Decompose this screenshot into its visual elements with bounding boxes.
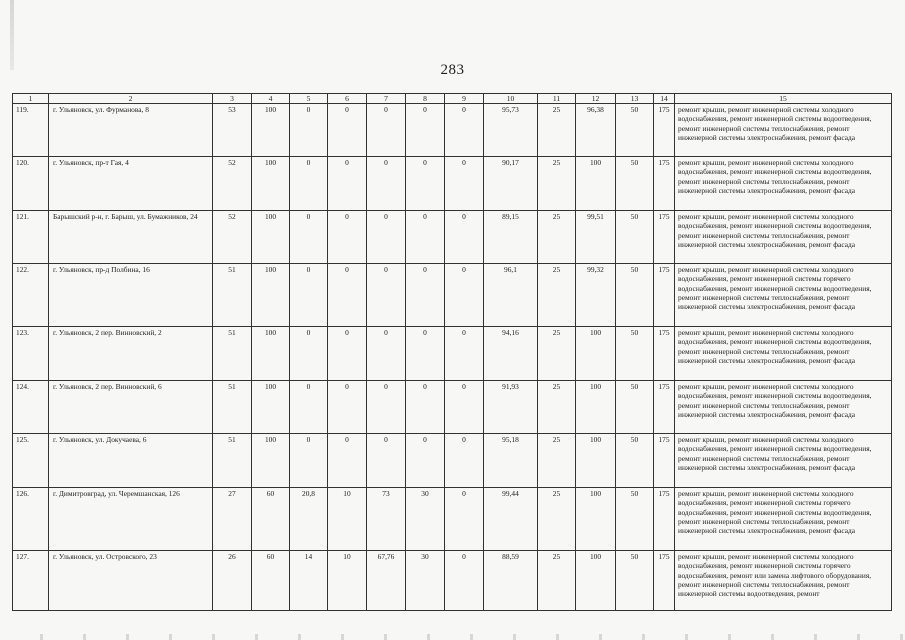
value-cell-c13: 50	[616, 551, 654, 611]
column-header: 7	[367, 94, 406, 104]
value-cell-c3: 52	[213, 211, 252, 264]
page-number: 283	[440, 62, 465, 78]
value-cell-c10: 99,44	[484, 488, 538, 551]
value-cell-c8: 30	[406, 551, 445, 611]
works-cell: ремонт крыши, ремонт инженерной системы холодного водоснабжения, ремонт инженерной системы водоотведения, ремонт инженерной системы теплоснабжения, ремонт инженерной системы электроснабжения, ремонт фасада	[675, 104, 892, 157]
works-cell: ремонт крыши, ремонт инженерной системы холодного водоснабжения, ремонт инженерной системы водоотведения, ремонт инженерной системы теплоснабжения, ремонт инженерной системы электроснабжения, ремонт фасада	[675, 211, 892, 264]
table-row	[13, 211, 892, 264]
value-cell-c6: 0	[328, 327, 367, 381]
value-cell-c5: 0	[290, 327, 328, 381]
value-cell-c6: 0	[328, 211, 367, 264]
value-cell-c8: 30	[406, 488, 445, 551]
value-cell-c5: 0	[290, 264, 328, 327]
column-header: 10	[484, 94, 538, 104]
value-cell-c11: 25	[538, 104, 576, 157]
table-row	[13, 551, 892, 611]
column-header: 3	[213, 94, 252, 104]
column-header: 6	[328, 94, 367, 104]
value-cell-c14: 175	[654, 488, 675, 551]
value-cell-c6: 0	[328, 434, 367, 488]
value-cell-c8: 0	[406, 434, 445, 488]
value-cell-c12: 100	[576, 488, 616, 551]
value-cell-c10: 94,16	[484, 327, 538, 381]
value-cell-c9: 0	[445, 327, 484, 381]
value-cell-c6: 10	[328, 488, 367, 551]
value-cell-c7: 73	[367, 488, 406, 551]
column-header: 8	[406, 94, 445, 104]
value-cell-c10: 88,59	[484, 551, 538, 611]
column-header: 11	[538, 94, 576, 104]
scan-edge-artifact	[10, 0, 14, 70]
value-cell-c4: 100	[252, 264, 290, 327]
value-cell-c12: 100	[576, 551, 616, 611]
table-row	[13, 381, 892, 434]
value-cell-c11: 25	[538, 434, 576, 488]
row-number: 125.	[13, 434, 49, 488]
value-cell-c13: 50	[616, 211, 654, 264]
works-cell: ремонт крыши, ремонт инженерной системы холодного водоснабжения, ремонт инженерной системы горячего водоснабжения, ремонт инженерной системы водоотведения, ремонт инженерной системы теплоснабжения, ремонт инженерной системы электроснабжения, ремонт фасада	[675, 488, 892, 551]
table-row	[13, 157, 892, 211]
value-cell-c3: 52	[213, 157, 252, 211]
value-cell-c3: 51	[213, 434, 252, 488]
value-cell-c3: 51	[213, 327, 252, 381]
value-cell-c8: 0	[406, 381, 445, 434]
address-cell: г. Ульяновск, 2 пер. Винновский, 6	[49, 381, 213, 434]
table-row	[13, 488, 892, 551]
value-cell-c7: 0	[367, 264, 406, 327]
row-number: 119.	[13, 104, 49, 157]
value-cell-c7: 0	[367, 211, 406, 264]
value-cell-c11: 25	[538, 551, 576, 611]
value-cell-c9: 0	[445, 488, 484, 551]
address-cell: г. Ульяновск, ул. Фурманова, 8	[49, 104, 213, 157]
value-cell-c13: 50	[616, 264, 654, 327]
value-cell-c9: 0	[445, 211, 484, 264]
value-cell-c9: 0	[445, 381, 484, 434]
value-cell-c9: 0	[445, 157, 484, 211]
row-number: 124.	[13, 381, 49, 434]
value-cell-c5: 0	[290, 434, 328, 488]
value-cell-c3: 51	[213, 381, 252, 434]
value-cell-c13: 50	[616, 157, 654, 211]
value-cell-c10: 95,73	[484, 104, 538, 157]
value-cell-c8: 0	[406, 211, 445, 264]
value-cell-c3: 53	[213, 104, 252, 157]
value-cell-c13: 50	[616, 104, 654, 157]
column-header: 15	[675, 94, 892, 104]
value-cell-c11: 25	[538, 488, 576, 551]
works-cell: ремонт крыши, ремонт инженерной системы холодного водоснабжения, ремонт инженерной системы водоотведения, ремонт инженерной системы теплоснабжения, ремонт инженерной системы электроснабжения, ремонт фасада	[675, 381, 892, 434]
column-header: 1	[13, 94, 49, 104]
column-header: 13	[616, 94, 654, 104]
value-cell-c5: 0	[290, 104, 328, 157]
value-cell-c4: 100	[252, 327, 290, 381]
value-cell-c11: 25	[538, 327, 576, 381]
value-cell-c10: 91,93	[484, 381, 538, 434]
address-cell: г. Ульяновск, ул. Островского, 23	[49, 551, 213, 611]
value-cell-c6: 0	[328, 157, 367, 211]
value-cell-c8: 0	[406, 157, 445, 211]
value-cell-c8: 0	[406, 264, 445, 327]
value-cell-c5: 20,8	[290, 488, 328, 551]
works-cell: ремонт крыши, ремонт инженерной системы холодного водоснабжения, ремонт инженерной системы горячего водоснабжения, ремонт инженерной системы водоотведения, ремонт инженерной системы теплоснабжения, ремонт инженерной системы электроснабжения, ремонт фасада	[675, 264, 892, 327]
value-cell-c13: 50	[616, 488, 654, 551]
value-cell-c14: 175	[654, 104, 675, 157]
row-number: 122.	[13, 264, 49, 327]
value-cell-c13: 50	[616, 381, 654, 434]
value-cell-c9: 0	[445, 551, 484, 611]
value-cell-c12: 100	[576, 434, 616, 488]
value-cell-c10: 96,1	[484, 264, 538, 327]
value-cell-c10: 89,15	[484, 211, 538, 264]
value-cell-c12: 100	[576, 157, 616, 211]
value-cell-c3: 51	[213, 264, 252, 327]
value-cell-c3: 27	[213, 488, 252, 551]
value-cell-c7: 0	[367, 434, 406, 488]
works-cell: ремонт крыши, ремонт инженерной системы холодного водоснабжения, ремонт инженерной системы водоотведения, ремонт инженерной системы теплоснабжения, ремонт инженерной системы электроснабжения, ремонт фасада	[675, 327, 892, 381]
address-cell: г. Ульяновск, ул. Докучаева, 6	[49, 434, 213, 488]
value-cell-c4: 100	[252, 211, 290, 264]
value-cell-c14: 175	[654, 211, 675, 264]
value-cell-c13: 50	[616, 434, 654, 488]
value-cell-c9: 0	[445, 104, 484, 157]
value-cell-c4: 100	[252, 104, 290, 157]
value-cell-c8: 0	[406, 104, 445, 157]
value-cell-c12: 100	[576, 327, 616, 381]
address-cell: г. Димитровград, ул. Черемшанская, 126	[49, 488, 213, 551]
address-cell: г. Ульяновск, 2 пер. Винновский, 2	[49, 327, 213, 381]
value-cell-c14: 175	[654, 381, 675, 434]
value-cell-c4: 100	[252, 434, 290, 488]
value-cell-c7: 0	[367, 381, 406, 434]
value-cell-c10: 90,17	[484, 157, 538, 211]
value-cell-c12: 99,32	[576, 264, 616, 327]
repair-program-table	[12, 93, 892, 611]
value-cell-c4: 60	[252, 551, 290, 611]
value-cell-c12: 96,38	[576, 104, 616, 157]
value-cell-c9: 0	[445, 264, 484, 327]
row-number: 121.	[13, 211, 49, 264]
value-cell-c14: 175	[654, 434, 675, 488]
value-cell-c6: 0	[328, 264, 367, 327]
value-cell-c4: 100	[252, 157, 290, 211]
value-cell-c14: 175	[654, 157, 675, 211]
works-cell: ремонт крыши, ремонт инженерной системы холодного водоснабжения, ремонт инженерной системы водоотведения, ремонт инженерной системы теплоснабжения, ремонт инженерной системы электроснабжения, ремонт фасада	[675, 157, 892, 211]
column-header: 5	[290, 94, 328, 104]
value-cell-c7: 0	[367, 157, 406, 211]
value-cell-c7: 67,76	[367, 551, 406, 611]
value-cell-c6: 0	[328, 104, 367, 157]
value-cell-c12: 99,51	[576, 211, 616, 264]
value-cell-c5: 14	[290, 551, 328, 611]
table-row	[13, 264, 892, 327]
address-cell: г. Ульяновск, пр-т Гая, 4	[49, 157, 213, 211]
value-cell-c13: 50	[616, 327, 654, 381]
value-cell-c3: 26	[213, 551, 252, 611]
value-cell-c11: 25	[538, 157, 576, 211]
row-number: 123.	[13, 327, 49, 381]
column-header: 12	[576, 94, 616, 104]
value-cell-c14: 175	[654, 327, 675, 381]
value-cell-c14: 175	[654, 264, 675, 327]
value-cell-c7: 0	[367, 327, 406, 381]
address-cell: г. Ульяновск, пр-д Полбина, 16	[49, 264, 213, 327]
value-cell-c11: 25	[538, 211, 576, 264]
value-cell-c5: 0	[290, 157, 328, 211]
row-number: 120.	[13, 157, 49, 211]
value-cell-c6: 10	[328, 551, 367, 611]
column-header: 4	[252, 94, 290, 104]
row-number: 126.	[13, 488, 49, 551]
value-cell-c4: 60	[252, 488, 290, 551]
value-cell-c5: 0	[290, 381, 328, 434]
column-header: 9	[445, 94, 484, 104]
works-cell: ремонт крыши, ремонт инженерной системы холодного водоснабжения, ремонт инженерной системы горячего водоснабжения, ремонт или замена лифтового оборудования, ремонт инженерной системы теплоснабжения, ремонт инженерной системы водоотведения, ремонт	[675, 551, 892, 611]
table-body	[13, 104, 892, 611]
column-number-row	[13, 94, 892, 104]
value-cell-c5: 0	[290, 211, 328, 264]
column-header: 14	[654, 94, 675, 104]
works-cell: ремонт крыши, ремонт инженерной системы холодного водоснабжения, ремонт инженерной системы водоотведения, ремонт инженерной системы теплоснабжения, ремонт инженерной системы электроснабжения, ремонт фасада	[675, 434, 892, 488]
value-cell-c4: 100	[252, 381, 290, 434]
value-cell-c9: 0	[445, 434, 484, 488]
value-cell-c11: 25	[538, 381, 576, 434]
value-cell-c11: 25	[538, 264, 576, 327]
value-cell-c7: 0	[367, 104, 406, 157]
value-cell-c10: 95,18	[484, 434, 538, 488]
value-cell-c12: 100	[576, 381, 616, 434]
value-cell-c6: 0	[328, 381, 367, 434]
value-cell-c8: 0	[406, 327, 445, 381]
address-cell: Барышский р-н, г. Барыш, ул. Бумажников, 24	[49, 211, 213, 264]
value-cell-c14: 175	[654, 551, 675, 611]
scan-edge-artifact-bottom	[0, 634, 905, 640]
column-header: 2	[49, 94, 213, 104]
row-number: 127.	[13, 551, 49, 611]
table-row	[13, 434, 892, 488]
table-row	[13, 327, 892, 381]
table-row	[13, 104, 892, 157]
